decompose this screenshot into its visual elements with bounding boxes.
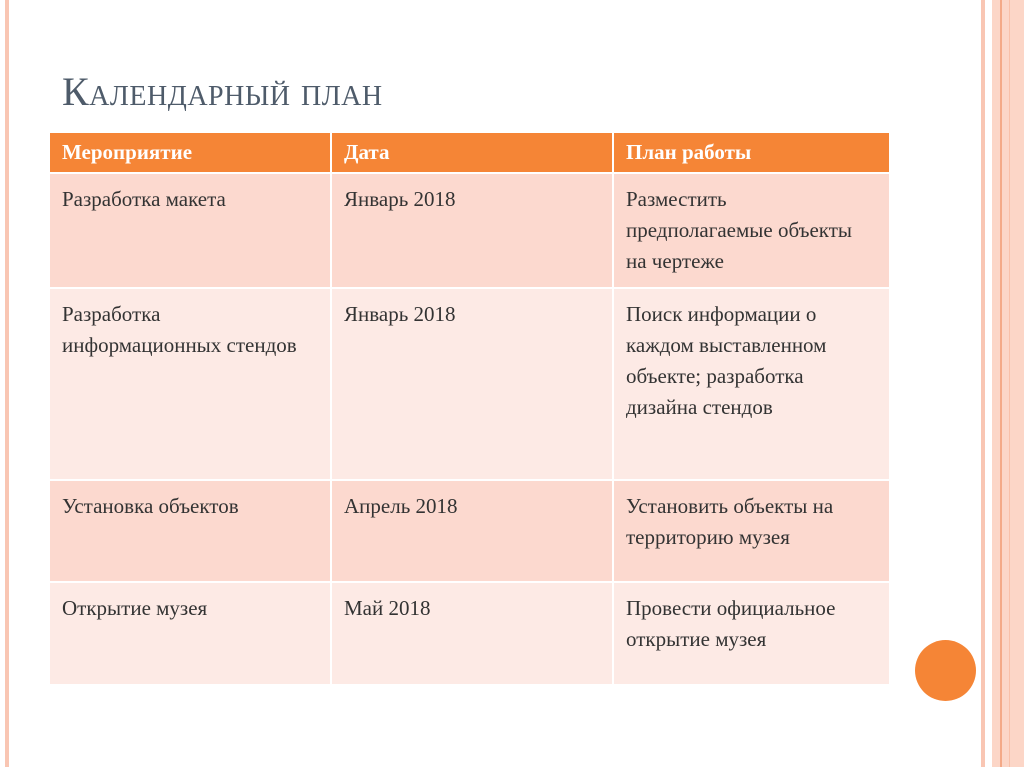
cell-plan: Разместить предполагаемые объекты на чертеже <box>613 173 889 288</box>
cell-date: Апрель 2018 <box>331 480 613 582</box>
right-decor-stripe <box>1000 0 1002 767</box>
right-decor-stripe <box>981 0 985 767</box>
table-row <box>50 173 889 288</box>
cell-plan: Поиск информации о каждом выставленном объекте; разработка дизайна стендов <box>613 288 889 480</box>
cell-plan: Провести официальное открытие музея <box>613 582 889 684</box>
slide-title: Календарный план <box>62 69 383 114</box>
right-decor-band <box>992 0 1024 767</box>
schedule-table <box>50 133 889 684</box>
header-event: Мероприятие <box>50 133 331 173</box>
header-date: Дата <box>331 133 613 173</box>
table-row <box>50 480 889 582</box>
right-decor-stripe <box>1009 0 1010 767</box>
left-decor-line <box>5 0 9 767</box>
table-row <box>50 288 889 480</box>
table-row <box>50 582 889 684</box>
table-header-row <box>50 133 889 173</box>
cell-event: Открытие музея <box>50 582 331 684</box>
cell-date: Январь 2018 <box>331 173 613 288</box>
cell-event: Разработка информационных стендов <box>50 288 331 480</box>
cell-event: Установка объектов <box>50 480 331 582</box>
decorative-circle <box>915 640 976 701</box>
cell-date: Май 2018 <box>331 582 613 684</box>
cell-plan: Установить объекты на территорию музея <box>613 480 889 582</box>
header-plan: План работы <box>613 133 889 173</box>
cell-event: Разработка макета <box>50 173 331 288</box>
cell-date: Январь 2018 <box>331 288 613 480</box>
